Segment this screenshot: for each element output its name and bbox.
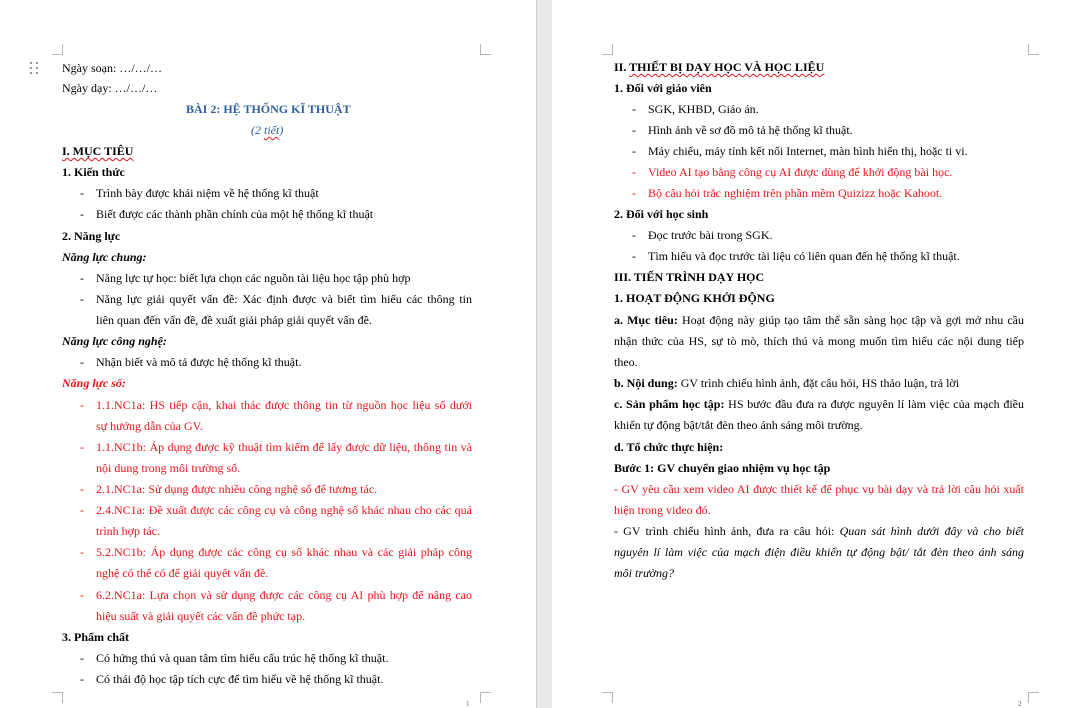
list-item-continued: nghệ có thể có để giải quyết vấn đề. — [96, 566, 269, 580]
margin-marker-bottom-left — [52, 692, 63, 703]
bullet-dash: - — [632, 165, 636, 179]
bullet-dash: - — [80, 186, 84, 200]
activity-heading: 1. HOẠT ĐỘNG KHỞI ĐỘNG — [614, 291, 775, 305]
product-paragraph: c. Sản phẩm học tập: HS bước đầu đưa ra được nguyên lí làm việc của mạch điều — [614, 397, 1024, 411]
bullet-dash: - — [80, 545, 84, 559]
bullet-dash: - — [632, 144, 636, 158]
list-item: Trình bày được khái niệm về hệ thống kĩ thuật — [96, 186, 319, 200]
tech-competence-label: Năng lực công nghệ: — [62, 334, 167, 348]
bullet-dash: - — [80, 355, 84, 369]
product-paragraph-line: khiển tự động bật/tắt đèn theo ánh sáng môi trường. — [614, 418, 863, 432]
list-item: SGK, KHBD, Giáo án. — [648, 102, 759, 116]
bullet-dash: - — [80, 482, 84, 496]
list-item: Có hứng thú và quan tâm tìm hiểu cấu trúc hệ thống kĩ thuật. — [96, 651, 389, 665]
margin-marker-top-right — [1028, 44, 1039, 55]
bullet-dash: - — [80, 440, 84, 454]
list-item-continued: nội dung trong môi trường số. — [96, 461, 241, 475]
list-item: Nhận biết và mô tả được hệ thống kĩ thuật. — [96, 355, 302, 369]
bullet-dash: - — [632, 249, 636, 263]
subsection-students: 2. Đối với học sinh — [614, 207, 709, 221]
section-heading-process: III. TIẾN TRÌNH DẠY HỌC — [614, 270, 765, 284]
question-paragraph-line: nguyên lí làm việc của mạch điện điều khiển tự động bật/ tắt đèn theo ánh sáng — [614, 545, 1024, 559]
question-paragraph-line: môi trường? — [614, 566, 674, 580]
list-item: Có thái độ học tập tích cực để tìm hiểu về hệ thống kĩ thuật. — [96, 672, 384, 686]
lesson-duration: (2 tiết) — [251, 123, 284, 137]
section-heading-objectives: I. MỤC TIÊU — [62, 144, 134, 158]
list-item-continued: hiệu suất và giải quyết các vấn đề phức tạp. — [96, 609, 306, 623]
margin-marker-top-left — [602, 44, 613, 55]
margin-marker-bottom-right — [480, 692, 491, 703]
page-number: 1 — [466, 700, 470, 708]
list-item: Năng lực tự học: biết lựa chọn các nguồn tài liệu học tập phù hợp — [96, 271, 411, 285]
lesson-title: BÀI 2: HỆ THỐNG KĨ THUẬT — [186, 102, 351, 116]
section-heading-equipment: II. THIẾT BỊ DẠY HỌC VÀ HỌC LIỆU — [614, 60, 825, 74]
document-page-1 — [0, 0, 536, 708]
general-competence-label: Năng lực chung: — [62, 250, 147, 264]
list-item: Bộ câu hỏi trắc nghiệm trên phần mềm Quizizz hoặc Kahoot. — [648, 186, 943, 200]
bullet-dash: - — [632, 102, 636, 116]
margin-marker-bottom-right — [1028, 692, 1039, 703]
bullet-dash: - — [80, 292, 84, 306]
bullet-dash: - — [80, 207, 84, 221]
bullet-dash: - — [632, 228, 636, 242]
subsection-knowledge: 1. Kiến thức — [62, 165, 125, 179]
list-item: 2.4.NC1a: Đề xuất được các công cụ và công nghệ số khác nhau cho các quá — [96, 503, 472, 517]
task-paragraph: - GV yêu cầu xem video AI được thiết kế để phục vụ bài dạy và trả lời câu hỏi xuất — [614, 482, 1024, 496]
bullet-dash: - — [80, 398, 84, 412]
date-taught: Ngày dạy: …/…/… — [62, 81, 158, 95]
margin-marker-top-left — [52, 44, 63, 55]
task-paragraph-line: hiện trong video đó. — [614, 503, 711, 517]
bullet-dash: - — [632, 186, 636, 200]
step-1-heading: Bước 1: GV chuyển giao nhiệm vụ học tập — [614, 461, 831, 475]
bullet-dash: - — [80, 588, 84, 602]
list-item: 6.2.NC1a: Lựa chọn và sử dụng được các công cụ AI phù hợp để nâng cao — [96, 588, 472, 602]
date-prepared: Ngày soạn: …/…/… — [62, 61, 162, 75]
drag-handle-icon[interactable] — [30, 62, 40, 76]
objective-paragraph-line: theo. — [614, 355, 638, 369]
subsection-teacher: 1. Đối với giáo viên — [614, 81, 712, 95]
list-item: Máy chiếu, máy tính kết nối Internet, màn hình hiển thị, hoặc ti vi. — [648, 144, 968, 158]
list-item: 5.2.NC1b: Áp dụng được các công cụ số khác nhau và các giải pháp công — [96, 545, 472, 559]
question-paragraph: - GV trình chiếu hình ảnh, đưa ra câu hỏi: Quan sát hình dưới đây và cho biết — [614, 524, 1024, 538]
list-item: Đọc trước bài trong SGK. — [648, 228, 773, 242]
list-item: 1.1.NC1a: HS tiếp cận, khai thác được thông tin từ nguồn học liệu số dưới — [96, 398, 472, 412]
objective-paragraph: a. Mục tiêu: Hoạt động này giúp tạo tâm thế sẵn sàng học tập và gợi mở nhu cầu — [614, 313, 1024, 327]
organization-label: d. Tổ chức thực hiện: — [614, 440, 724, 454]
bullet-dash: - — [80, 651, 84, 665]
list-item: 2.1.NC1a: Sử dụng được nhiều công nghệ số để tương tác. — [96, 482, 378, 496]
page-number: 2 — [1018, 700, 1022, 708]
list-item-continued: trình hợp tác. — [96, 524, 160, 538]
list-item: Video AI tạo bằng công cụ AI được dùng để khởi động bài học. — [648, 165, 953, 179]
document-page-2 — [552, 0, 1074, 708]
bullet-dash: - — [80, 672, 84, 686]
objective-paragraph-line: nhận thức của HS, sự tò mò, thích thú và mong muốn tìm hiểu các nội dung tiếp — [614, 334, 1024, 348]
list-item: Biết được các thành phần chính của một hệ thống kĩ thuật — [96, 207, 374, 221]
list-item: Năng lực giải quyết vấn đề: Xác định được và biết tìm hiểu các thông tin — [96, 292, 472, 306]
list-item: Hình ảnh về sơ đồ mô tả hệ thống kĩ thuật. — [648, 123, 853, 137]
list-item: 1.1.NC1b: Áp dụng được kỹ thuật tìm kiếm để lấy được dữ liệu, thông tin và — [96, 440, 472, 454]
subsection-competence: 2. Năng lực — [62, 229, 121, 243]
list-item-continued: sự hướng dẫn của GV. — [96, 419, 203, 433]
subsection-qualities: 3. Phẩm chất — [62, 630, 129, 644]
bullet-dash: - — [80, 271, 84, 285]
list-item-continued: liên quan đến vấn đề, đề xuất giải pháp giải quyết vấn đề. — [96, 313, 372, 327]
bullet-dash: - — [80, 503, 84, 517]
content-paragraph: b. Nội dung: GV trình chiếu hình ảnh, đặt câu hỏi, HS thảo luận, trả lời — [614, 376, 960, 390]
list-item: Tìm hiểu và đọc trước tài liệu có liên quan đến hệ thống kĩ thuật. — [648, 249, 960, 263]
digital-competence-label: Năng lực số: — [62, 376, 126, 390]
margin-marker-top-right — [480, 44, 491, 55]
margin-marker-bottom-left — [602, 692, 613, 703]
bullet-dash: - — [632, 123, 636, 137]
